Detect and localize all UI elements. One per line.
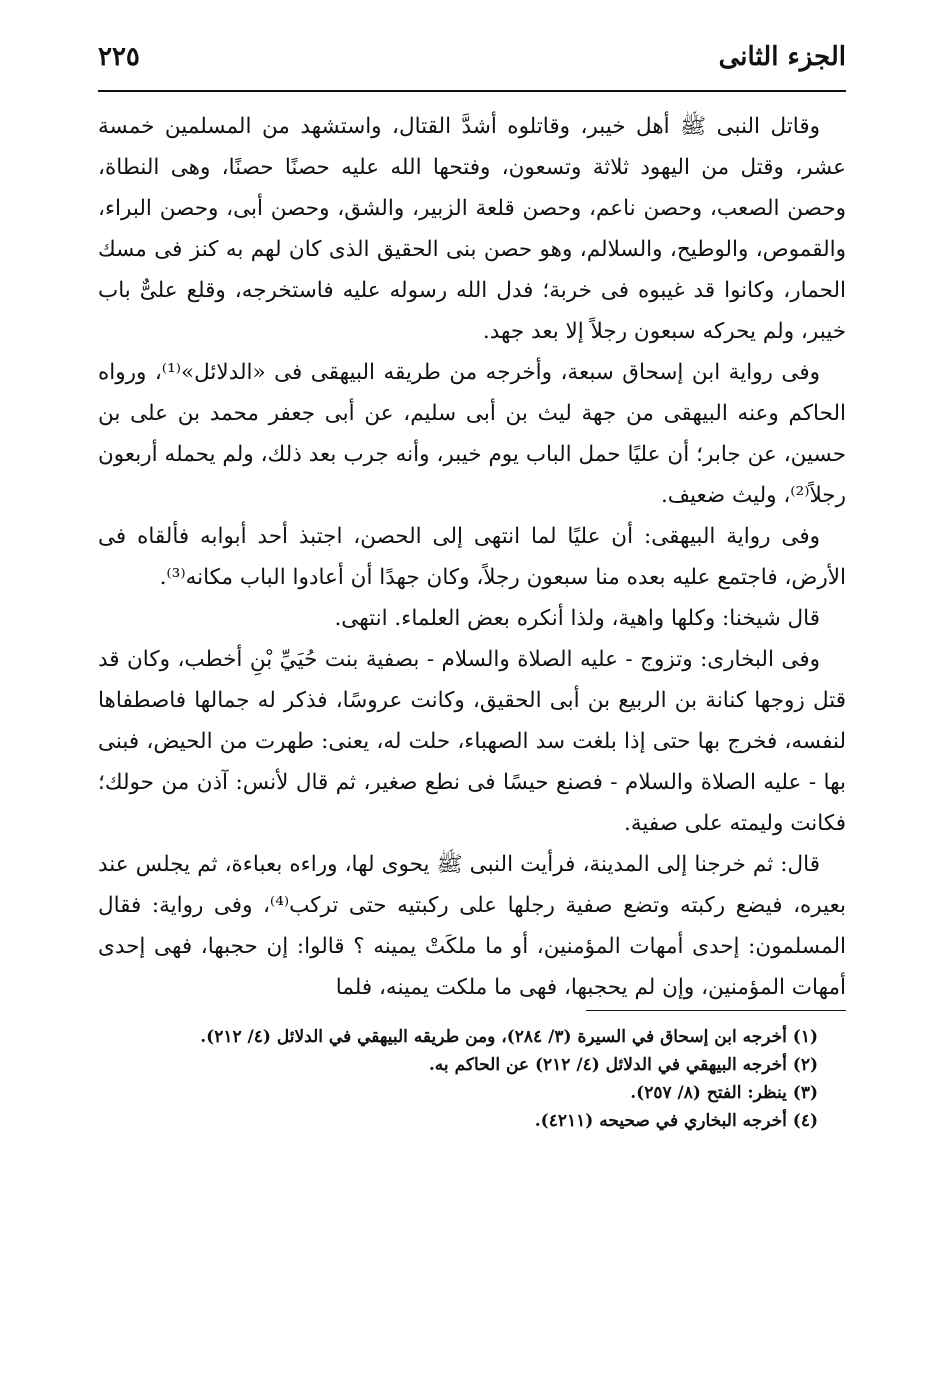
footnote: (٣) ينظر: الفتح (٨/ ٢٥٧).	[630, 1083, 818, 1103]
footnote: (٤) أخرجه البخاري في صحيحه (٤٢١١).	[534, 1111, 818, 1131]
running-title: الجزء الثانى	[718, 42, 846, 72]
footnote: (١) أخرجه ابن إسحاق في السيرة (٣/ ٢٨٤)، ومن طريقه البيهقي في الدلائل (٤/ ٢١٢).	[200, 1027, 818, 1047]
main-text	[98, 106, 846, 1008]
page-number: ٢٢٥	[98, 42, 140, 72]
book-page	[98, 40, 846, 1135]
paragraph: وفى رواية ابن إسحاق سبعة، وأخرجه من طريقه البيهقى فى «الدلائل»⁽¹⁾، ورواه الحاكم وعنه البيهقى من جهة ليث بن أبى سليم، عن أبى جعفر محمد بن على بن حسين، عن جابر؛ أن عليًا حمل الباب يوم خيبر، وأنه جرب بعد ذلك، ولم يحمله أربعون رجلاً⁽²⁾، وليث ضعيف.	[98, 360, 846, 508]
footnote: (٢) أخرجه البيهقي في الدلائل (٤/ ٢١٢) عن الحاكم به.	[428, 1055, 818, 1075]
paragraph: وفى رواية البيهقى: أن عليًا لما انتهى إلى الحصن، اجتبذ أحد أبوابه فألقاه فى الأرض، فاجتمع عليه بعده منا سبعون رجلاً، وكان جهدًا أن أعادوا الباب مكانه⁽³⁾.	[98, 524, 846, 590]
footnotes	[98, 1023, 846, 1135]
paragraph: قال: ثم خرجنا إلى المدينة، فرأيت النبى ﷺ يحوى لها، وراءه بعباءة، ثم يجلس عند بعيره، فيضع ركبته وتضع صفية رجلها على ركبتيه حتى تركب⁽⁴⁾، وفى رواية: فقال المسلمون: إحدى أمهات المؤمنين، أو ما ملكَتْ يمينه ؟ قالوا: إن حجبها، فهى إحدى أمهات المؤمنين، وإن لم يحجبها، فهى ما ملكت يمينه، فلما	[98, 852, 846, 1000]
paragraph: قال شيخنا: وكلها واهية، ولذا أنكره بعض العلماء. انتهى.	[334, 606, 820, 631]
page-header	[98, 40, 846, 92]
paragraph: وقاتل النبى ﷺ أهل خيبر، وقاتلوه أشدَّ القتال، واستشهد من المسلمين خمسة عشر، وقتل من اليهود ثلاثة وتسعون، وفتحها الله عليه حصنًا حصنًا، وهى النطاة، وحصن الصعب، وحصن ناعم، وحصن قلعة الزبير، والشق، وحصن أبى، وحصن البراء، والقموص، والوطيح، والسلالم، وهو حصن بنى الحقيق الذى كان لهم به كنز فى مسك الحمار، وكانوا قد غيبوه فى خربة؛ فدل الله رسوله عليه فاستخرجه، وقلع علىٌّ باب خيبر، ولم يحركه سبعون رجلاً إلا بعد جهد.	[98, 114, 846, 344]
paragraph: وفى البخارى: وتزوج - عليه الصلاة والسلام - بصفية بنت حُيَيِّ بْنِ أخطب، وكان قد قتل زوجها كنانة بن الربيع بن أبى الحقيق، وكانت عروسًا، فذكر له جمالها فاصطفاها لنفسه، فخرج بها حتى إذا بلغت سد الصهباء، حلت له، يعنى: طهرت من الحيض، فبنى بها - عليه الصلاة والسلام - فصنع حيسًا فى نطع صغير، ثم قال لأنس: آذن من حولك؛ فكانت وليمته على صفية.	[98, 647, 846, 836]
footnote-divider	[586, 1010, 846, 1011]
